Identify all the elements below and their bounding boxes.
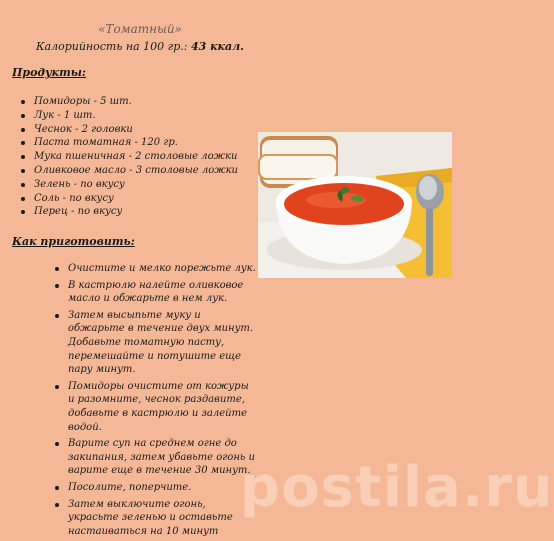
soup-photo <box>258 132 452 278</box>
step-item: Варите суп на среднем огне до закипания, затем убавьте огонь и варите еще в течение 30 минут. <box>68 437 258 478</box>
list-item: Помидоры - 5 шт. <box>34 95 254 109</box>
list-item: Перец - по вкусу <box>34 205 254 219</box>
list-item: Соль - по вкусу <box>34 192 254 206</box>
list-item: Чеснок - 2 головки <box>34 123 254 137</box>
calories-line <box>0 40 280 53</box>
steps-list <box>68 262 258 541</box>
soup-illustration <box>258 132 452 278</box>
step-item: Затем высыпьте муку и обжарьте в течение двух минут. Добавьте томатную пасту, перемешайте и потушите еще пару минут. <box>68 309 258 377</box>
products-heading: Продукты: <box>12 66 86 79</box>
list-item: Зелень - по вкусу <box>34 178 254 192</box>
products-list <box>34 95 254 219</box>
list-item: Паста томатная - 120 гр. <box>34 136 254 150</box>
step-item: Затем выключите огонь, украсьте зеленью и оставьте настаиваться на 10 минут <box>68 498 258 539</box>
recipe-title: «Томатный» <box>98 22 182 36</box>
step-item: В кастрюлю налейте оливковое масло и обжарьте в нем лук. <box>68 279 258 306</box>
calories-value: 43 ккал. <box>190 40 244 53</box>
calories-label: Калорийность на 100 гр.: <box>36 40 188 53</box>
method-heading: Как приготовить: <box>12 235 135 248</box>
step-item: Очистите и мелко порежьте лук. <box>68 262 258 276</box>
list-item: Мука пшеничная - 2 столовые ложки <box>34 150 254 164</box>
step-item: Помидоры очистите от кожуры и разомните, чеснок раздавите, добавьте в кастрюлю и залейте водой. <box>68 380 258 434</box>
watermark-logo: postila.ru <box>240 455 554 520</box>
step-item: Посолите, поперчите. <box>68 481 258 495</box>
list-item: Лук - 1 шт. <box>34 109 254 123</box>
list-item: Оливковое масло - 3 столовые ложки <box>34 164 254 178</box>
